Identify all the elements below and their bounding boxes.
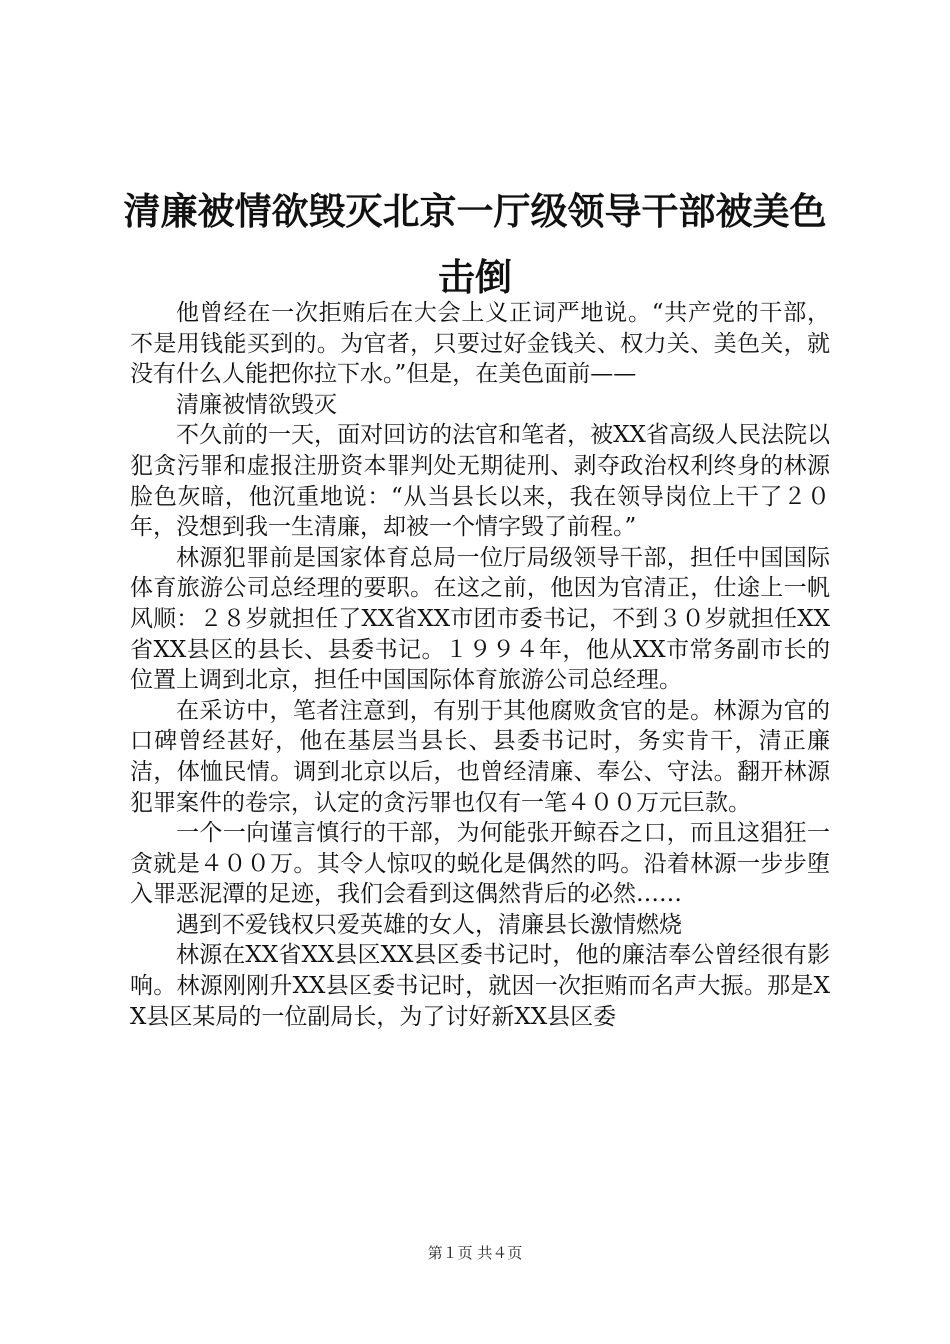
- page-footer: 第１页 共４页: [427, 1244, 523, 1262]
- paragraph: 林源犯罪前是国家体育总局一位厅局级领导干部，担任中国国际体育旅游公司总经理的要职。在这之前，他因为官清正，仕途上一帆风顺：２８岁就担任了XX省XX市团市委书记，不到３０岁就担任XX省XX县区的县长、县委书记。１９９４年，他从XX市常务副市长的位置上调到北京，担任中国国际体育旅游公司总经理。: [130, 544, 830, 694]
- paragraph: 林源在XX省XX县区XX县区委书记时，他的廉洁奉公曾经很有影响。林源刚刚升XX县区委书记时，就因一次拒贿而名声大振。那是XX县区某局的一位副局长，为了讨好新XX县区委: [130, 942, 830, 1030]
- paragraph: 在采访中，笔者注意到，有别于其他腐败贪官的是。林源为官的口碑曾经甚好，他在基层当县长、县委书记时，务实肯干，清正廉洁，体恤民情。调到北京以后，也曾经清廉、奉公、守法。翻开林源犯罪案件的卷宗，认定的贪污罪也仅有一笔４００万元巨款。: [130, 697, 830, 816]
- paragraph: 一个一向谨言慎行的干部，为何能张开鲸吞之口，而且这猖狂一贪就是４００万。其令人惊叹的蜕化是偶然的吗。沿着林源一步步堕入罪恶泥潭的足迹，我们会看到这偶然背后的必然……: [130, 820, 830, 908]
- paragraph: 他曾经在一次拒贿后在大会上义正词严地说。“共产党的干部，不是用钱能买到的。为官者，只要过好金钱关、权力关、美色关，就没有什么人能把你拉下水。”但是，在美色面前——: [130, 300, 830, 388]
- paragraph: 不久前的一天，面对回访的法官和笔者，被XX省高级人民法院以犯贪污罪和虚报注册资本罪判处无期徒刑、剥夺政治权利终身的林源脸色灰暗，他沉重地说：“从当县长以来，我在领导岗位上干了２０年，没想到我一生清廉，却被一个情字毁了前程。”: [130, 422, 830, 541]
- section-heading: 遇到不爱钱权只爱英雄的女人，清廉县长激情燃烧: [176, 911, 682, 938]
- section-heading: 清廉被情欲毁灭: [176, 391, 337, 418]
- document-title: 清廉被情欲毁灭北京一厅级领导干部被美色击倒: [123, 189, 827, 299]
- document-body: [130, 298, 830, 1032]
